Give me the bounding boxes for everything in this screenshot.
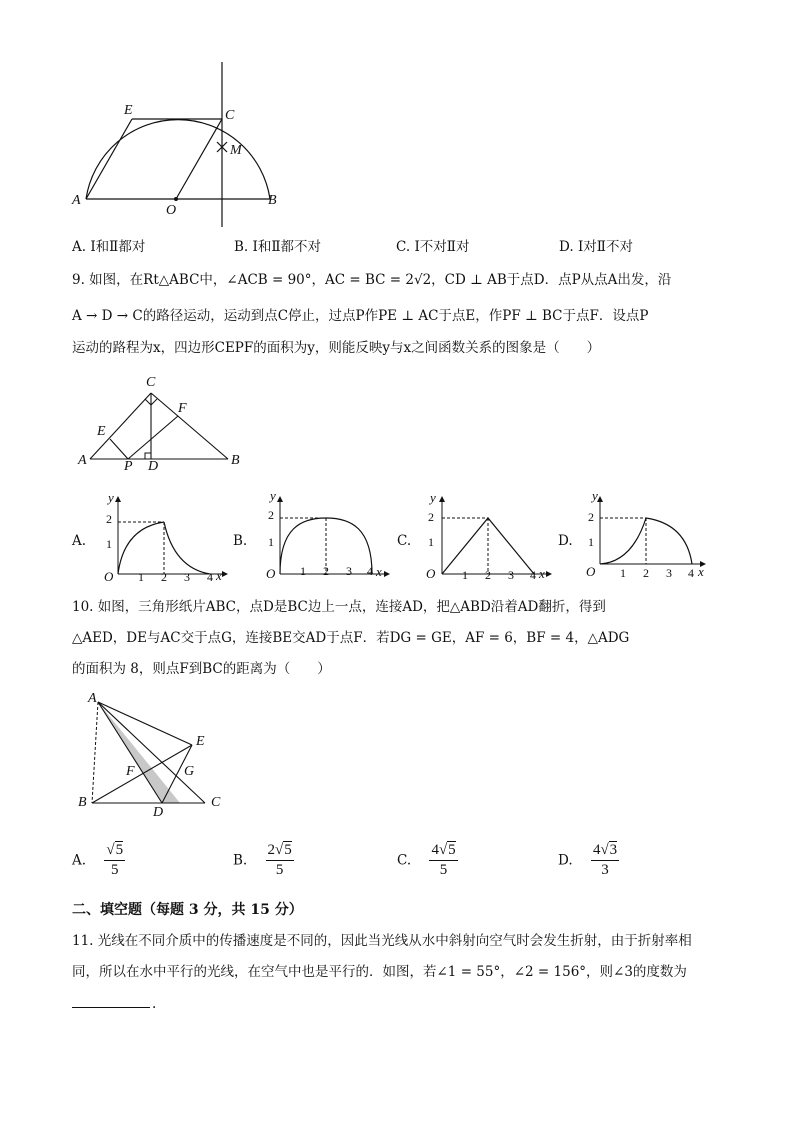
semicircle-arc <box>86 120 270 199</box>
q10-line-3: 的面积为 8，则点F到BC的距离为（ ） <box>72 661 331 677</box>
y-tick: 2 <box>588 510 594 524</box>
x-tick: 3 <box>666 566 672 580</box>
segment-AE <box>86 119 132 199</box>
x-axis-label: x <box>539 566 545 581</box>
q9-line-2: A → D → C的路径运动，运动到点C停止，过点P作PE ⊥ AC于点E，作PF ⊥ BC于点F．设点P <box>72 308 649 324</box>
q9-graph-c[interactable] <box>418 488 558 584</box>
y-tick: 2 <box>428 510 434 524</box>
q9-option-c[interactable]: C. <box>397 533 412 549</box>
x-tick: 3 <box>346 564 352 578</box>
q10-option-b[interactable]: B. $\frac{2√5}{5}$ <box>233 842 292 878</box>
label-C: C <box>225 108 235 123</box>
x-tick: 1 <box>620 566 626 580</box>
q8-figure <box>60 55 300 235</box>
q9-graph-a[interactable] <box>94 488 234 584</box>
q9-line-3: 运动的路程为x，四边形CEPF的面积为y，则能反映y与x之间函数关系的图象是（ ） <box>72 340 601 356</box>
x-tick: 2 <box>643 566 649 580</box>
q10-line-2: △AED，DE与AC交于点G，连接BE交AD于点F．若DG = GE，AF = 6，BF = 4，△ADG <box>72 630 630 646</box>
y-axis-label: y <box>592 488 598 503</box>
label-D: D <box>153 805 164 820</box>
y-axis-label: y <box>108 490 114 505</box>
label-E: E <box>124 103 133 118</box>
fraction: $\frac{√5}{5}$ <box>106 842 124 878</box>
x-tick: 1 <box>300 564 306 578</box>
label-C: C <box>211 795 221 810</box>
q10-line-1: 10. 如图，三角形纸片ABC，点D是BC边上一点，连接AD，把△ABD沿着AD翻折，得到 <box>72 599 606 615</box>
label-F: F <box>126 764 135 779</box>
x-tick: 4 <box>367 564 373 578</box>
q10-figure <box>80 690 230 815</box>
section-title: 二、填空题（每题 3 分，共 15 分） <box>72 902 303 918</box>
q9-option-a[interactable]: A. <box>72 533 87 549</box>
label-M: M <box>230 143 242 158</box>
label-B: B <box>268 193 277 208</box>
q10-option-a[interactable]: A. $\frac{√5}{5}$ <box>72 842 124 878</box>
q8-option-c[interactable]: C. Ⅰ不对Ⅱ对 <box>396 239 470 255</box>
y-axis-label: y <box>430 490 436 505</box>
q8-option-a[interactable]: A. Ⅰ和Ⅱ都对 <box>72 239 146 255</box>
segment-OC <box>176 119 222 199</box>
q9-option-b[interactable]: B. <box>233 533 248 549</box>
answer-blank[interactable] <box>72 993 150 1008</box>
q11-line-2: 同，所以在水中平行的光线，在空气中也是平行的．如图，若∠1 = 55°，∠2 = 156°，则∠3的度数为 <box>72 964 687 980</box>
y-tick: 1 <box>268 535 274 549</box>
q11-end: . <box>152 996 157 1012</box>
q11-line-1: 11. 光线在不同介质中的传播速度是不同的，因此当光线从水中斜射向空气时会发生折射，由于折射率相 <box>72 933 692 949</box>
label-A: A <box>72 193 81 208</box>
y-axis-label: y <box>270 488 276 503</box>
q9-option-d[interactable]: D. <box>558 533 573 549</box>
x-axis-label: x <box>216 568 222 583</box>
origin-label: O <box>266 566 276 581</box>
origin-label: O <box>586 564 596 579</box>
x-tick: 3 <box>184 570 190 584</box>
x-tick: 4 <box>530 568 536 582</box>
label-E: E <box>97 424 106 439</box>
label-F: F <box>178 401 187 416</box>
label-C: C <box>146 375 156 390</box>
y-tick: 2 <box>268 508 274 522</box>
x-tick: 1 <box>462 568 468 582</box>
q8-option-d[interactable]: D. Ⅰ对Ⅱ不对 <box>559 239 633 255</box>
y-tick: 1 <box>428 535 434 549</box>
label-A: A <box>78 453 87 468</box>
x-tick: 3 <box>508 568 514 582</box>
x-tick: 2 <box>323 564 329 578</box>
label-B: B <box>78 795 87 810</box>
y-tick: 1 <box>106 537 112 551</box>
q9-graph-d[interactable] <box>582 488 722 584</box>
label-A: A <box>88 691 97 706</box>
y-tick: 2 <box>106 512 112 526</box>
point-O <box>174 197 178 201</box>
x-tick: 2 <box>161 570 167 584</box>
origin-label: O <box>426 566 436 581</box>
fraction: $\frac{4√3}{3}$ <box>592 842 618 878</box>
q8-option-b[interactable]: B. Ⅰ和Ⅱ都不对 <box>234 239 322 255</box>
q9-line-1: 9. 如图，在Rt△ABC中，∠ACB = 90°，AC = BC = 2√2，CD ⊥ AB于点D．点P从点A出发，沿 <box>72 272 672 288</box>
y-tick: 1 <box>588 535 594 549</box>
label-P: P <box>124 459 133 474</box>
x-axis-label: x <box>376 564 382 579</box>
x-tick: 1 <box>138 570 144 584</box>
label-B: B <box>231 453 240 468</box>
label-D: D <box>148 459 159 474</box>
q9-graph-b[interactable] <box>256 488 396 584</box>
x-tick: 4 <box>688 566 694 580</box>
x-axis-label: x <box>698 564 704 579</box>
label-O: O <box>166 203 177 218</box>
x-tick: 4 <box>207 570 213 584</box>
origin-label: O <box>104 569 114 584</box>
label-G: G <box>184 764 195 779</box>
x-tick: 2 <box>485 568 491 582</box>
label-E: E <box>196 734 205 749</box>
fraction: $\frac{4√5}{5}$ <box>431 842 456 878</box>
q10-option-d[interactable]: D. $\frac{4√3}{3}$ <box>558 842 618 878</box>
fraction: $\frac{2√5}{5}$ <box>267 842 292 878</box>
q10-option-c[interactable]: C. $\frac{4√5}{5}$ <box>397 842 456 878</box>
